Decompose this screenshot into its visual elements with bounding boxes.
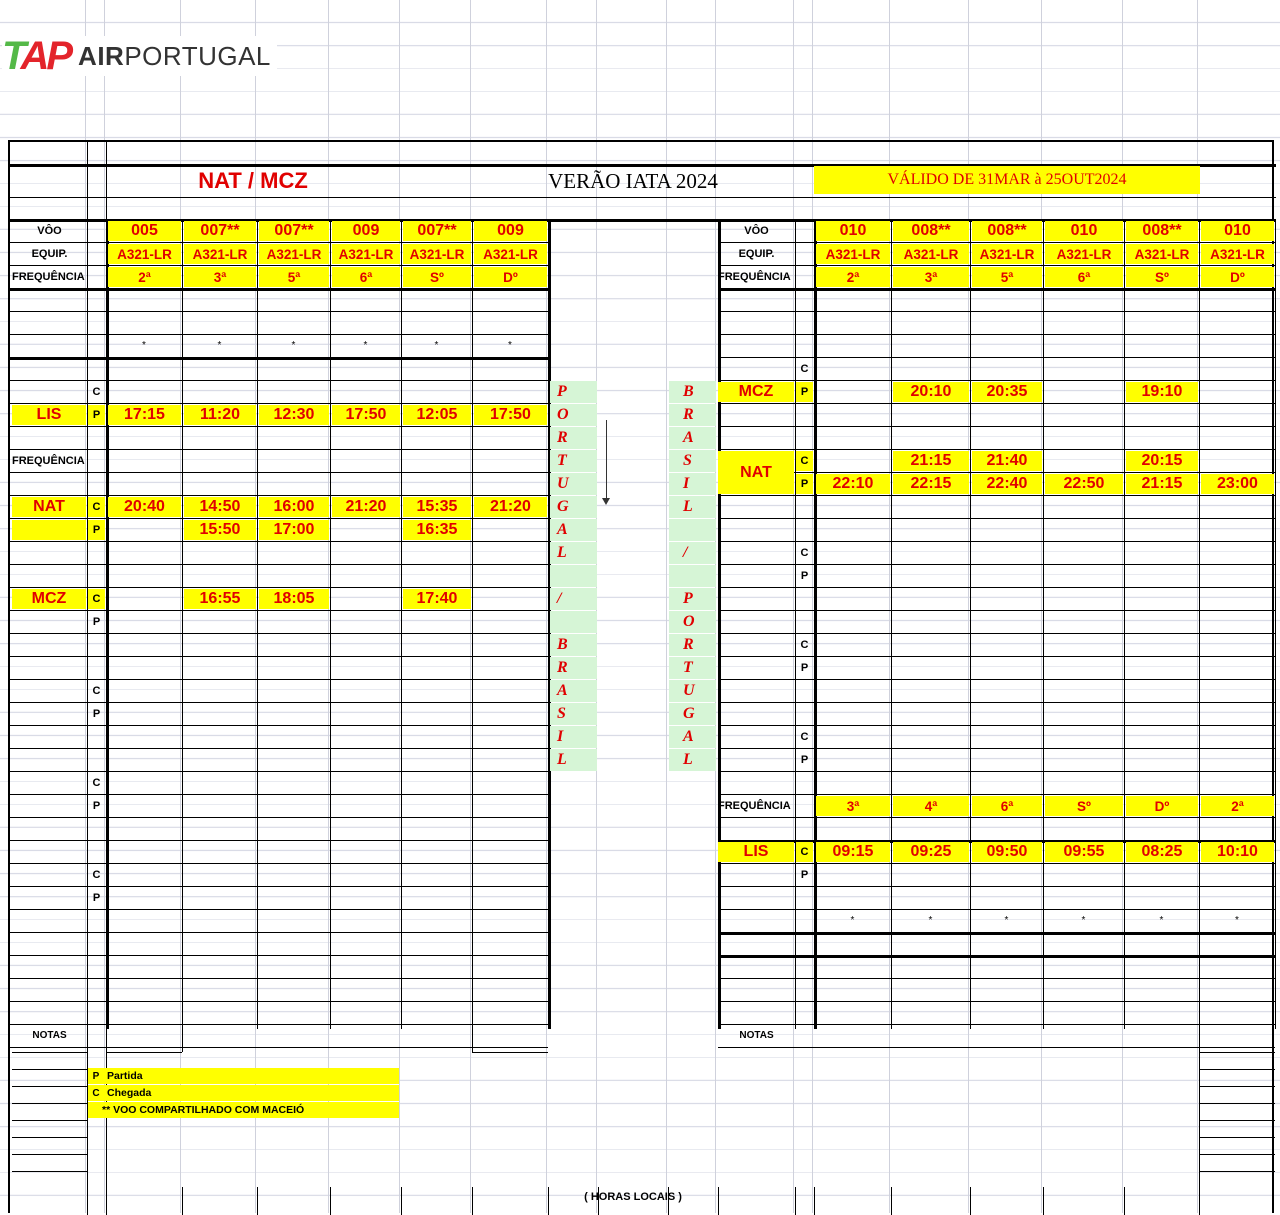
- header-line: [10, 197, 1276, 198]
- departure-time: [1045, 382, 1123, 402]
- row-border: [472, 1052, 548, 1053]
- left-row-border: [10, 748, 548, 749]
- row-marker: *: [291, 340, 296, 351]
- direction-letter: A: [550, 519, 597, 541]
- aircraft-type: A321-LR: [474, 244, 547, 264]
- footer-column-border: [891, 1187, 892, 1215]
- flight-number: 009: [332, 221, 400, 241]
- left-row-border: [10, 518, 548, 519]
- route-title: NAT / MCZ: [198, 168, 308, 193]
- right-value-column-border: [1043, 219, 1044, 1029]
- left-row-border: [10, 1047, 548, 1048]
- direction-letter: R: [550, 427, 597, 449]
- arrival-time: 21:20: [332, 497, 400, 517]
- row-marker: *: [363, 340, 368, 351]
- flight-label: VÔO: [37, 224, 62, 237]
- departure-time: 11:20: [184, 405, 256, 425]
- left-row-border: [10, 426, 548, 427]
- legend-row-border: [1199, 1120, 1275, 1121]
- arrival-time: 09:15: [816, 842, 890, 862]
- left-row-border: [10, 311, 548, 312]
- aircraft-type: A321-LR: [108, 244, 181, 264]
- row-marker: *: [850, 915, 855, 926]
- frequency-day: 3ª: [184, 267, 256, 287]
- arrival-time: 21:20: [474, 497, 547, 517]
- departure-time: 17:15: [108, 405, 181, 425]
- frequency-day: Sº: [403, 267, 471, 287]
- arrival-time: [1201, 451, 1274, 471]
- station-mcz: MCZ: [12, 589, 86, 609]
- aircraft-type: A321-LR: [1126, 244, 1198, 264]
- legend-row-border: [12, 1086, 87, 1087]
- arrival-code: C: [92, 385, 101, 398]
- frequency-day: 2ª: [108, 267, 181, 287]
- right-row-border: [718, 265, 1275, 266]
- row-marker: *: [1159, 915, 1164, 926]
- legend-row-border: [1199, 1171, 1275, 1172]
- departure-code: P: [800, 868, 809, 881]
- right-row-border: [718, 978, 1275, 979]
- departure-code: P: [796, 474, 813, 494]
- direction-letter: R: [669, 404, 716, 426]
- flight-number: 007**: [184, 221, 256, 241]
- station-mcz: MCZ: [718, 382, 794, 402]
- flight-number: 007**: [403, 221, 471, 241]
- direction-letter: [669, 519, 716, 541]
- arrival-time: 17:40: [403, 589, 471, 609]
- row-marker: *: [1235, 915, 1239, 926]
- arrival-time: 09:50: [972, 842, 1042, 862]
- arrival-code: C: [800, 546, 809, 559]
- footer-column-border: [970, 1187, 971, 1215]
- aircraft-type: A321-LR: [184, 244, 256, 264]
- direction-letter: L: [669, 496, 716, 518]
- departure-time: 17:00: [259, 520, 329, 540]
- timetable-sheet: [8, 140, 1274, 1213]
- right-row-border: [718, 955, 1275, 958]
- station-lis: LIS: [718, 842, 794, 862]
- departure-code: P: [92, 891, 101, 904]
- arrival-time: 09:25: [893, 842, 969, 862]
- aircraft-type: A321-LR: [816, 244, 890, 264]
- legend-row-border: [12, 1069, 87, 1070]
- logo-wordmark: AIRPORTUGAL: [78, 40, 271, 71]
- down-arrow-icon: [606, 420, 607, 500]
- station-nat: NAT: [12, 497, 86, 517]
- arrival-time: [474, 589, 547, 609]
- direction-letter: B: [669, 381, 716, 403]
- footer-column-border: [1043, 1187, 1044, 1215]
- right-row-border: [718, 426, 1275, 427]
- left-row-border: [10, 955, 548, 956]
- legend-code: [89, 1102, 103, 1118]
- column-border: [795, 219, 796, 1029]
- direction-letter: S: [669, 450, 716, 472]
- tap-logo: [2, 36, 277, 76]
- arrival-code: C: [796, 842, 813, 862]
- row-marker: *: [434, 340, 439, 351]
- column-border: [1199, 1029, 1200, 1215]
- left-row-border: [10, 288, 548, 291]
- direction-letter: /: [550, 588, 597, 610]
- departure-time: 12:05: [403, 405, 471, 425]
- left-row-border: [10, 449, 548, 450]
- right-row-border: [718, 495, 1275, 496]
- arrival-time: 08:25: [1126, 842, 1198, 862]
- departure-time: [108, 520, 181, 540]
- direction-letter: A: [669, 427, 716, 449]
- frequency-day: 6ª: [332, 267, 400, 287]
- arrival-time: 21:40: [972, 451, 1042, 471]
- direction-letter: T: [669, 657, 716, 679]
- column-border: [718, 219, 721, 1029]
- right-row-border: [718, 1047, 1275, 1048]
- station-nat: NAT: [718, 451, 794, 494]
- flight-number: 008**: [1126, 221, 1198, 241]
- legend-row-border: [1199, 1103, 1275, 1104]
- season-title: VERÃO IATA 2024: [548, 168, 718, 193]
- equip-label: EQUIP.: [31, 247, 68, 260]
- footer-column-border: [257, 1187, 258, 1215]
- departure-code: P: [800, 753, 809, 766]
- frequency-day: 3ª: [816, 796, 890, 816]
- direction-letter: G: [550, 496, 597, 518]
- direction-letter: /: [669, 542, 716, 564]
- column-border: [182, 1029, 183, 1052]
- departure-time: 20:10: [893, 382, 969, 402]
- direction-letter: [669, 565, 716, 587]
- right-row-border: [718, 886, 1275, 887]
- flight-number: 009: [474, 221, 547, 241]
- footer-column-border: [814, 1187, 815, 1215]
- direction-letter: U: [669, 680, 716, 702]
- legend-row-border: [12, 1154, 87, 1155]
- arrow-head-icon: [602, 498, 610, 505]
- legend-code: P: [92, 1070, 100, 1082]
- frequency-day: Dº: [1201, 267, 1274, 287]
- direction-letter: A: [669, 726, 716, 748]
- departure-time: [474, 520, 547, 540]
- departure-code: P: [800, 569, 809, 582]
- aircraft-type: A321-LR: [403, 244, 471, 264]
- arrival-time: 20:40: [108, 497, 181, 517]
- arrival-time: 15:35: [403, 497, 471, 517]
- direction-letter: I: [669, 473, 716, 495]
- left-row-border: [10, 840, 548, 841]
- departure-time: 20:35: [972, 382, 1042, 402]
- left-row-border: [10, 817, 548, 818]
- left-row-border: [10, 587, 548, 588]
- departure-time: [332, 520, 400, 540]
- arrival-time: [1045, 451, 1123, 471]
- direction-letter: R: [669, 634, 716, 656]
- direction-letter: L: [669, 749, 716, 771]
- departure-time: [816, 382, 890, 402]
- arrival-code: C: [88, 497, 105, 517]
- arrival-time: [108, 589, 181, 609]
- arrival-time: 16:55: [184, 589, 256, 609]
- arrival-time: [816, 451, 890, 471]
- footer-column-border: [182, 1187, 183, 1215]
- right-row-border: [718, 932, 1275, 935]
- direction-letter: B: [550, 634, 597, 656]
- flight-number: 010: [816, 221, 890, 241]
- legend-row-border: [1199, 1137, 1275, 1138]
- tap-logo-mark: TAP: [2, 34, 71, 78]
- left-row-border: [10, 472, 548, 473]
- right-value-column-border: [891, 219, 892, 1029]
- column-border: [472, 1029, 473, 1052]
- arrival-time: 14:50: [184, 497, 256, 517]
- direction-letter: A: [550, 680, 597, 702]
- frequency-label: FREQUÊNCIA: [12, 454, 85, 467]
- footer-column-border: [1124, 1187, 1125, 1215]
- station-nat-blank: [12, 520, 86, 540]
- validity-banner: VÁLIDO DE 31MAR à 25OUT2024: [814, 166, 1200, 194]
- right-row-border: [718, 334, 1275, 335]
- frequency-label: FREQUÊNCIA: [718, 799, 791, 812]
- flight-number: 005: [108, 221, 181, 241]
- row-marker: *: [217, 340, 222, 351]
- departure-time: 17:50: [474, 405, 547, 425]
- flight-number: 008**: [972, 221, 1042, 241]
- departure-code: P: [88, 405, 105, 425]
- arrival-code: C: [800, 638, 809, 651]
- departure-time: 16:35: [403, 520, 471, 540]
- left-row-border: [10, 633, 548, 634]
- frequency-day: 2ª: [816, 267, 890, 287]
- arrival-code: C: [92, 684, 101, 697]
- right-row-border: [718, 472, 1275, 473]
- row-border: [106, 1052, 182, 1053]
- departure-time: 22:40: [972, 474, 1042, 494]
- left-row-border: [10, 656, 548, 657]
- frequency-day: 4ª: [893, 796, 969, 816]
- left-row-border: [10, 1001, 548, 1002]
- frequency-day: Dº: [474, 267, 547, 287]
- aircraft-type: A321-LR: [972, 244, 1042, 264]
- direction-letter: P: [550, 381, 597, 403]
- frequency-day: Sº: [1045, 796, 1123, 816]
- direction-letter: T: [550, 450, 597, 472]
- departure-time: 12:30: [259, 405, 329, 425]
- right-row-border: [718, 587, 1275, 588]
- right-row-border: [718, 518, 1275, 519]
- left-row-border: [10, 242, 548, 243]
- arrival-code: C: [88, 589, 105, 609]
- departure-time: [1201, 382, 1274, 402]
- flight-number: 007**: [259, 221, 329, 241]
- departure-time: 15:50: [184, 520, 256, 540]
- departure-code: P: [92, 799, 101, 812]
- row-marker: *: [508, 340, 512, 351]
- right-value-column-border: [1124, 219, 1125, 1029]
- right-row-border: [718, 242, 1275, 243]
- left-row-border: [10, 219, 548, 220]
- legend-text: Partida: [107, 1070, 143, 1082]
- footer-column-border: [330, 1187, 331, 1215]
- direction-letter: O: [550, 404, 597, 426]
- row-marker: *: [1081, 915, 1086, 926]
- arrival-time: 10:10: [1201, 842, 1274, 862]
- legend-code: C: [92, 1087, 100, 1099]
- legend-row-border: [1199, 1052, 1275, 1053]
- direction-letter: [550, 565, 597, 587]
- left-row-border: [10, 265, 548, 266]
- arrival-code: C: [796, 451, 813, 471]
- left-row-border: [10, 564, 548, 565]
- legend-row-border: [12, 1103, 87, 1104]
- departure-time: 22:50: [1045, 474, 1123, 494]
- frequency-day: Dº: [1126, 796, 1198, 816]
- right-row-border: [718, 288, 1275, 291]
- right-row-border: [718, 794, 1275, 795]
- right-row-border: [718, 311, 1275, 312]
- arrival-time: 16:00: [259, 497, 329, 517]
- station-lis: LIS: [12, 405, 86, 425]
- direction-letter: G: [669, 703, 716, 725]
- flight-label: VÔO: [744, 224, 769, 237]
- notes-label: NOTAS: [739, 1030, 774, 1041]
- frequency-day: 6ª: [1045, 267, 1123, 287]
- legend-row-border: [12, 1137, 87, 1138]
- arrival-code: C: [92, 776, 101, 789]
- left-row-border: [10, 1024, 548, 1025]
- direction-letter: I: [550, 726, 597, 748]
- frequency-day: 3ª: [893, 267, 969, 287]
- right-row-border: [718, 403, 1275, 404]
- left-row-border: [10, 725, 548, 726]
- right-row-border: [718, 817, 1275, 818]
- arrival-time: 09:55: [1045, 842, 1123, 862]
- right-row-border: [718, 380, 1275, 381]
- right-value-column-border: [1199, 219, 1200, 1029]
- departure-time: 17:50: [332, 405, 400, 425]
- left-row-border: [10, 541, 548, 542]
- direction-letter: L: [550, 542, 597, 564]
- right-row-border: [718, 679, 1275, 680]
- arrival-code: C: [800, 362, 809, 375]
- right-value-column-border: [1275, 219, 1276, 1029]
- departure-code: P: [92, 707, 101, 720]
- left-row-border: [10, 403, 548, 404]
- aircraft-type: A321-LR: [893, 244, 969, 264]
- aircraft-type: A321-LR: [332, 244, 400, 264]
- right-value-column-border: [814, 219, 817, 1029]
- right-row-border: [718, 1001, 1275, 1002]
- frequency-label: FREQUÊNCIA: [718, 270, 791, 283]
- frequency-day: 5ª: [259, 267, 329, 287]
- row-marker: *: [142, 340, 146, 351]
- arrival-time: 20:15: [1126, 451, 1198, 471]
- row-marker: *: [1004, 915, 1009, 926]
- equip-label: EQUIP.: [738, 247, 775, 260]
- aircraft-type: A321-LR: [259, 244, 329, 264]
- flight-number: 010: [1045, 221, 1123, 241]
- direction-letter: S: [550, 703, 597, 725]
- frequency-day: 5ª: [972, 267, 1042, 287]
- row-marker: *: [928, 915, 933, 926]
- legend-row-border: [1199, 1154, 1275, 1155]
- right-row-border: [718, 702, 1275, 703]
- direction-letter: P: [669, 588, 716, 610]
- direction-letter: U: [550, 473, 597, 495]
- aircraft-type: A321-LR: [1045, 244, 1123, 264]
- left-row-border: [10, 932, 548, 933]
- arrival-code: C: [92, 868, 101, 881]
- arrival-time: 21:15: [893, 451, 969, 471]
- departure-code: P: [88, 520, 105, 540]
- frequency-day: 2ª: [1201, 796, 1274, 816]
- departure-code: P: [92, 615, 101, 628]
- right-row-border: [718, 771, 1275, 772]
- footer-column-border: [472, 1187, 473, 1215]
- direction-letter: [550, 611, 597, 633]
- departure-code: P: [800, 661, 809, 674]
- right-row-border: [718, 219, 1275, 220]
- left-row-border: [10, 357, 548, 360]
- legend-row-border: [1199, 1069, 1275, 1070]
- frequency-day: Sº: [1126, 267, 1198, 287]
- footer-column-border: [401, 1187, 402, 1215]
- direction-letter: O: [669, 611, 716, 633]
- arrival-time: [332, 589, 400, 609]
- local-hours-note: ( HORAS LOCAIS ): [584, 1191, 682, 1203]
- right-row-border: [718, 1024, 1275, 1025]
- departure-time: 22:10: [816, 474, 890, 494]
- legend-row-border: [12, 1052, 87, 1053]
- direction-letter: R: [550, 657, 597, 679]
- departure-time: 23:00: [1201, 474, 1274, 494]
- legend-row-border: [12, 1171, 87, 1172]
- departure-time: 22:15: [893, 474, 969, 494]
- frequency-label: FREQUÊNCIA: [12, 270, 85, 283]
- departure-code: P: [796, 382, 813, 402]
- arrival-time: 18:05: [259, 589, 329, 609]
- right-row-border: [718, 449, 1275, 450]
- legend-row-border: [12, 1120, 87, 1121]
- departure-time: 21:15: [1126, 474, 1198, 494]
- aircraft-type: A321-LR: [1201, 244, 1274, 264]
- departure-time: 19:10: [1126, 382, 1198, 402]
- arrival-code: C: [800, 730, 809, 743]
- footer-column-border: [795, 1187, 796, 1215]
- notes-label: NOTAS: [32, 1030, 67, 1041]
- left-row-border: [10, 495, 548, 496]
- legend-row-border: [1199, 1086, 1275, 1087]
- direction-letter: L: [550, 749, 597, 771]
- footer-column-border: [718, 1187, 719, 1215]
- legend-text: Chegada: [107, 1087, 152, 1099]
- frequency-day: 6ª: [972, 796, 1042, 816]
- right-value-column-border: [970, 219, 971, 1029]
- left-row-border: [10, 909, 548, 910]
- flight-number: 010: [1201, 221, 1274, 241]
- right-row-border: [718, 610, 1275, 611]
- legend-text: ** VOO COMPARTILHADO COM MACEIÓ: [102, 1104, 305, 1116]
- flight-number: 008**: [893, 221, 969, 241]
- left-row-border: [10, 978, 548, 979]
